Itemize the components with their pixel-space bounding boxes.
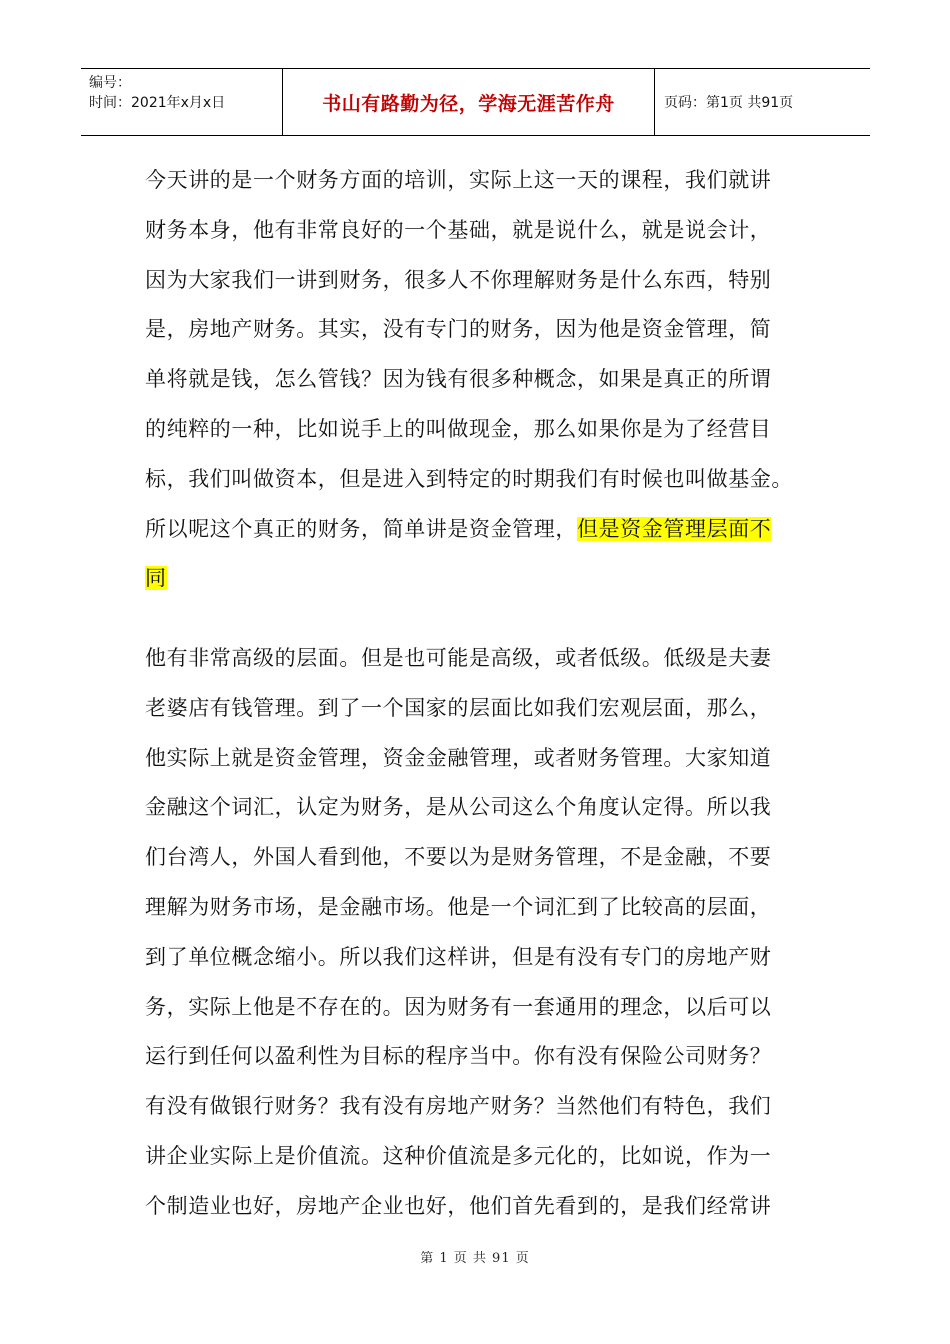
text-line: 财务本身，他有非常良好的一个基础，就是说什么，就是说会计， xyxy=(145,217,772,242)
text-line: 今天讲的是一个财务方面的培训，实际上这一天的课程，我们就讲 xyxy=(145,168,772,192)
text-line: 他有非常高级的层面。但是也可能是高级，或者低级。低级是夫妻 xyxy=(145,646,772,670)
page-footer: 第 1 页 共 91 页 xyxy=(420,1251,530,1266)
highlighted-text: 同 xyxy=(145,566,167,591)
number-label: 编号： xyxy=(89,75,131,91)
text-line: 的纯粹的一种，比如说手上的叫做现金，那么如果你是为了经营目 xyxy=(145,416,772,441)
text-line: 是，房地产财务。其实，没有专门的财务，因为他是资金管理，简 xyxy=(145,317,772,342)
header-motto: 书山有路勤为径，学海无涯苦作舟 xyxy=(282,69,654,135)
text-line: 个制造业也好，房地产企业也好，他们首先看到的，是我们经常讲 xyxy=(145,1193,772,1218)
header-meta xyxy=(81,69,282,135)
text-line xyxy=(145,505,825,555)
highlighted-text: 但是资金管理层面不 xyxy=(577,516,772,541)
text-line: 金融这个词汇，认定为财务，是从公司这么个角度认定得。所以我 xyxy=(145,795,772,820)
text-segment: 所以呢这个真正的财务，简单讲是资金管理， xyxy=(145,516,577,541)
text-line: 老婆店有钱管理。到了一个国家的层面比如我们宏观层面，那么， xyxy=(145,695,772,720)
paragraph-2 xyxy=(145,634,825,1232)
header-page-info: 页码：第1页 共91页 xyxy=(654,69,870,135)
text-line: 运行到任何以盈利性为目标的程序当中。你有没有保险公司财务？ xyxy=(145,1044,772,1069)
text-line: 务，实际上他是不存在的。因为财务有一套通用的理念，以后可以 xyxy=(145,994,772,1019)
text-line: 标，我们叫做资本，但是进入到特定的时期我们有时候也叫做基金。 xyxy=(145,466,793,491)
time-label: 时间：2021年x月x日 xyxy=(89,95,226,111)
page-header xyxy=(81,68,870,136)
paragraph-1 xyxy=(145,156,825,604)
text-line: 讲企业实际上是价值流。这种价值流是多元化的，比如说，作为一 xyxy=(145,1143,772,1168)
text-line: 有没有做银行财务？我有没有房地产财务？当然他们有特色，我们 xyxy=(145,1094,772,1119)
text-line xyxy=(145,554,825,604)
text-line: 到了单位概念缩小。所以我们这样讲，但是有没有专门的房地产财 xyxy=(145,944,772,969)
text-line: 他实际上就是资金管理，资金金融管理，或者财务管理。大家知道 xyxy=(145,745,772,770)
text-line: 因为大家我们一讲到财务，很多人不你理解财务是什么东西，特别 xyxy=(145,267,772,292)
text-line: 理解为财务市场，是金融市场。他是一个词汇到了比较高的层面， xyxy=(145,894,772,919)
text-line: 们台湾人，外国人看到他，不要以为是财务管理，不是金融，不要 xyxy=(145,845,772,870)
text-line: 单将就是钱，怎么管钱？因为钱有很多种概念，如果是真正的所谓 xyxy=(145,367,772,392)
